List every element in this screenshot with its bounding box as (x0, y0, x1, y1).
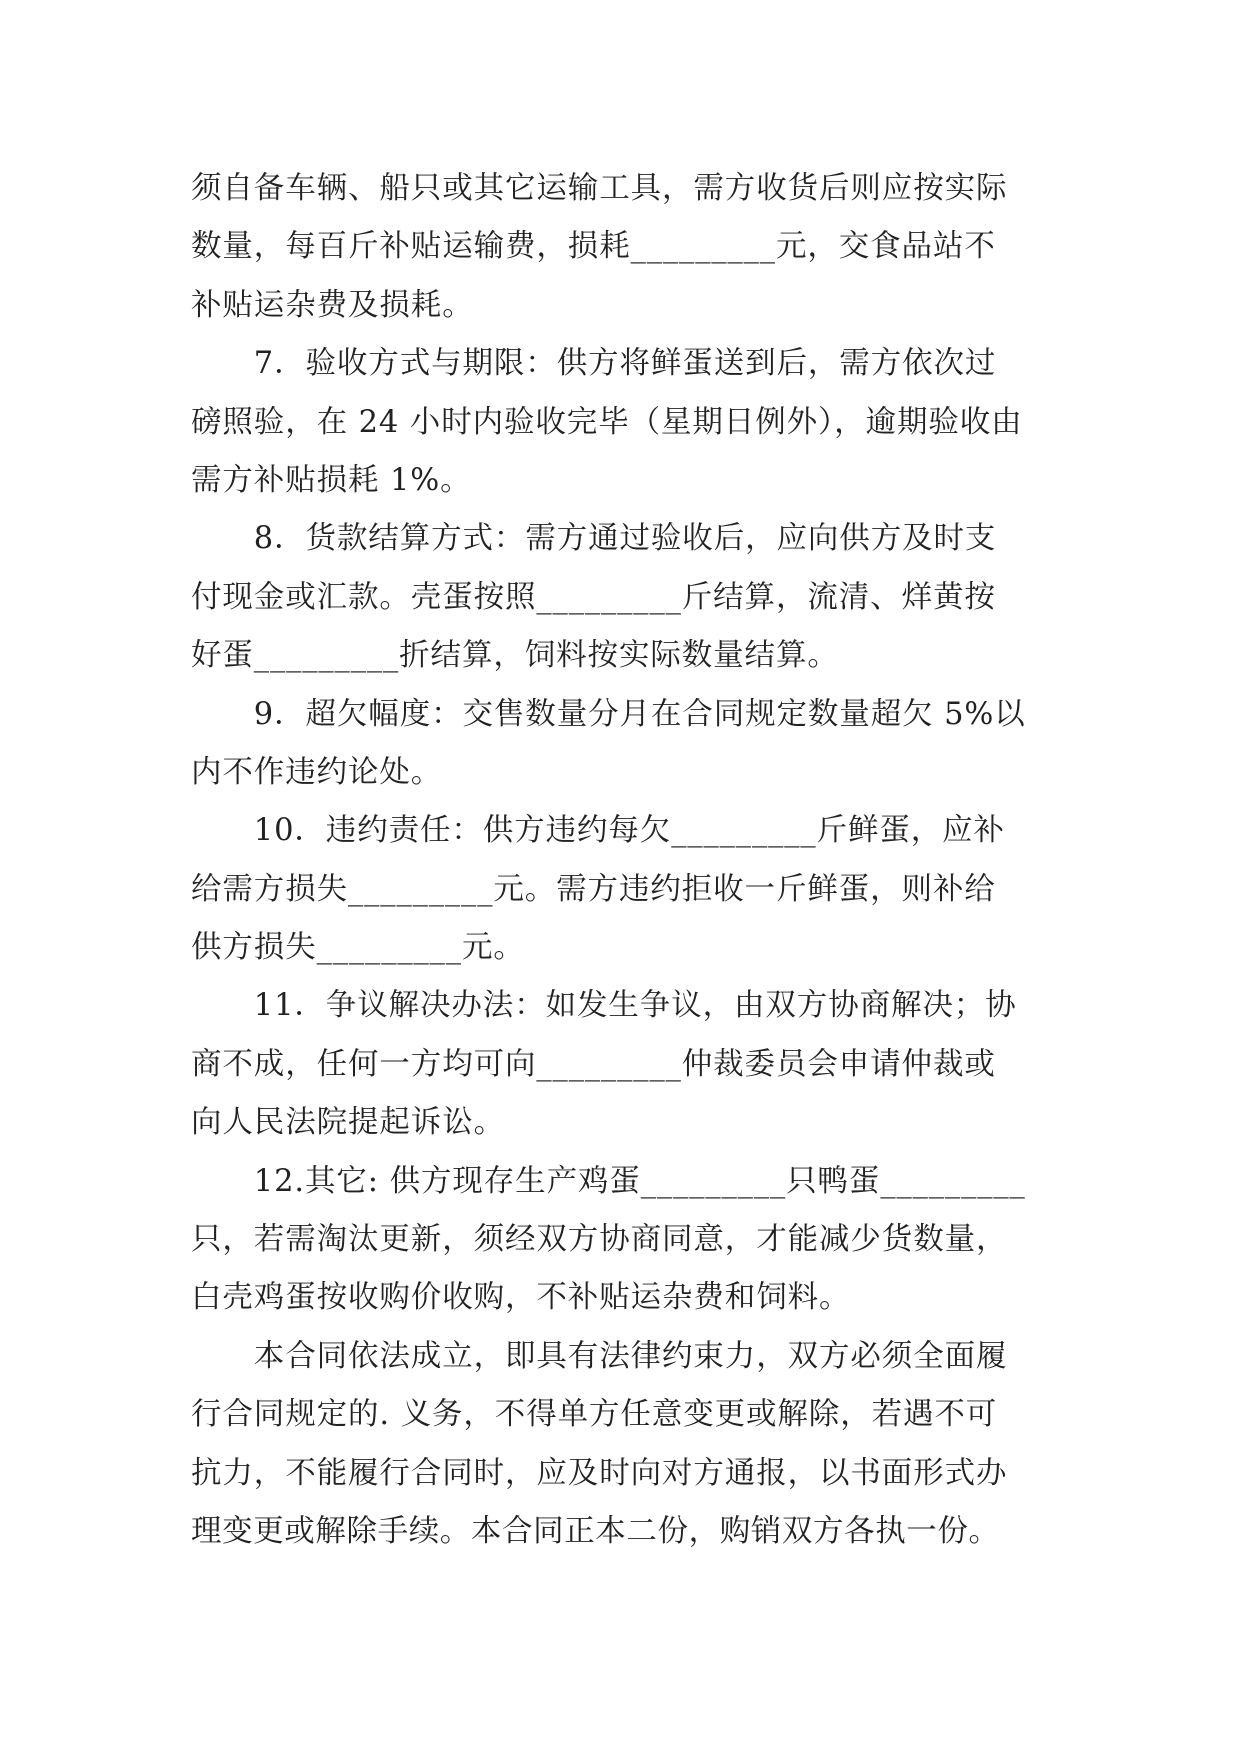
text-line: 本合同依法成立，即具有法律约束力，双方必须全面履 (191, 1338, 1008, 1374)
text-line: 须自备车辆、船只或其它运输工具，需方收货后则应按实际 (191, 171, 1008, 206)
text-line: 商不成，任何一方均可向_________仲裁委员会申请仲裁或 (191, 1046, 996, 1082)
text-line: 供方损失_________元。 (191, 930, 525, 966)
text-line: 11．争议解决办法：如发生争议，由双方协商解决；协 (191, 988, 1017, 1024)
text-line: 数量，每百斤补贴运输费，损耗_________元，交食品站不 (191, 229, 996, 265)
text-line: 理变更或解除手续。本合同正本二份，购销双方各执一份。 (191, 1513, 1000, 1549)
text-line: 付现金或汇款。壳蛋按照_________斤结算，流清、烊黄按 (191, 579, 996, 615)
text-line: 补贴运杂费及损耗。 (191, 287, 474, 323)
text-line: 内不作违约论处。 (191, 754, 443, 790)
text-line: 7．验收方式与期限：供方将鲜蛋送到后，需方依次过 (191, 346, 997, 382)
contract-text (191, 160, 1091, 1561)
text-line: 白壳鸡蛋按收购价收购，不补贴运杂费和饲料。 (191, 1280, 851, 1316)
text-line: 需方补贴损耗 1%。 (191, 462, 472, 498)
text-line: 9．超欠幅度：交售数量分月在合同规定数量超欠 5%以 (191, 696, 1026, 732)
text-line: 向人民法院提起诉讼。 (191, 1105, 505, 1141)
text-line: 10．违约责任：供方违约每欠_________斤鲜蛋，应补 (191, 813, 1005, 849)
text-line: 好蛋_________折结算，饲料按实际数量结算。 (191, 638, 839, 674)
text-line: 给需方损失_________元。需方违约拒收一斤鲜蛋，则补给 (191, 871, 996, 907)
text-line: 行合同规定的. 义务，不得单方任意变更或解除，若遇不可 (191, 1397, 998, 1433)
text-line: 12.其它: 供方现存生产鸡蛋_________只鸭蛋_________ (191, 1163, 1026, 1199)
text-line: 8．货款结算方式：需方通过验收后，应向供方及时支 (191, 521, 997, 557)
text-line: 磅照验，在 24 小时内验收完毕（星期日例外），逾期验收由 (191, 404, 1023, 440)
text-line: 只，若需淘汰更新，须经双方协商同意，才能减少货数量， (191, 1222, 1008, 1258)
text-line: 抗力，不能履行合同时，应及时向对方通报，以书面形式办 (191, 1455, 1008, 1491)
